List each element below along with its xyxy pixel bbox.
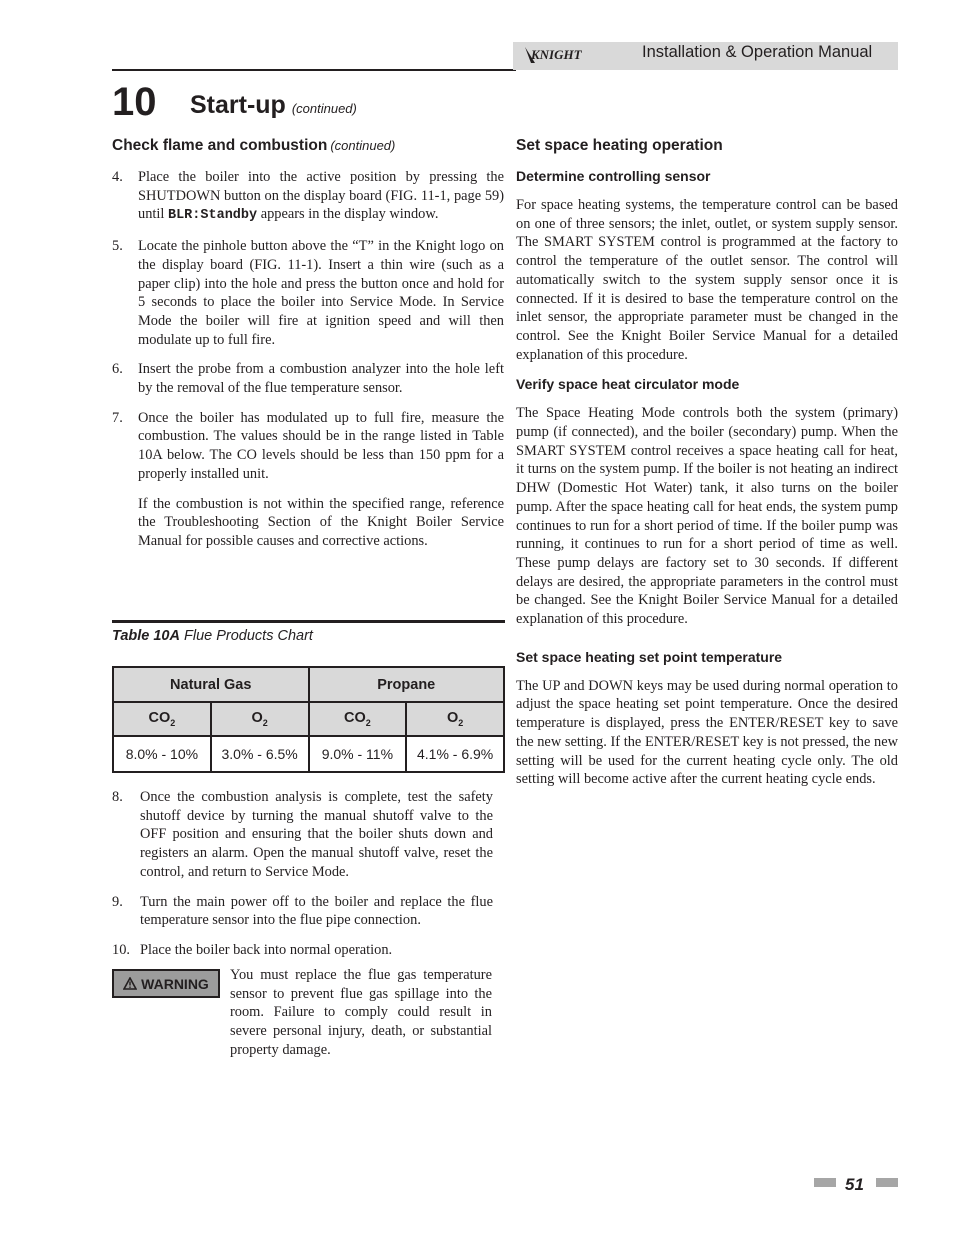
col-subscript: 2 xyxy=(365,717,371,728)
step-6 xyxy=(112,360,504,397)
table-caption xyxy=(112,627,313,645)
left-column xyxy=(112,136,504,551)
col-label: O xyxy=(446,710,459,727)
step-number: 5. xyxy=(112,238,123,255)
space-heating-heading: Set space heating operation xyxy=(516,137,723,154)
steps-list-a xyxy=(112,168,504,551)
step-text: Once the combustion analysis is complete, test the safety shutoff device by turning the manual shutoff valve to the OFF position and ensuring that the boiler shuts down and registers an alarm. Open the manual shutoff valve, reset the control, and return to Service Mode. xyxy=(140,789,493,880)
col-subscript: 2 xyxy=(170,717,176,728)
header-rule xyxy=(112,69,516,71)
step-number: 4. xyxy=(112,169,123,185)
step-7-note: If the combustion is not within the specified range, reference the Troubleshooting Section of the Knight Boiler Service Manual for possible causes and corrective actions. xyxy=(138,495,504,549)
warning-badge xyxy=(112,969,220,998)
cell-o2-natural: 3.0% - 6.5% xyxy=(211,736,309,772)
step-number: 8. xyxy=(112,789,123,805)
cell-co2-natural: 8.0% - 10% xyxy=(113,736,211,772)
group-propane: Propane xyxy=(309,667,505,702)
chapter-title xyxy=(190,89,357,125)
sec1-title: Determine controlling sensor xyxy=(516,168,711,184)
check-flame-heading-text: Check flame and combustion xyxy=(112,137,328,154)
step-number: 9. xyxy=(112,893,123,910)
footer-bar-right xyxy=(876,1178,898,1187)
warning-label: WARNING xyxy=(141,975,209,992)
logo-text: KNIGHT xyxy=(531,47,582,62)
group-natural-gas: Natural Gas xyxy=(113,667,309,702)
step-number: 6. xyxy=(112,361,123,378)
page-number: 51 xyxy=(845,1175,864,1194)
knight-logo xyxy=(521,43,601,67)
col-label: O xyxy=(251,710,263,727)
warning-text: You must replace the flue gas temperature sensor to prevent flue gas spillage into the room. Failure to comply could result in severe personal injury, death, or substantial property damage. xyxy=(230,967,492,1058)
check-flame-heading xyxy=(112,136,504,156)
step-text: Insert the probe from a combustion analyzer into the hole left by the removal of the flue temperature sensor. xyxy=(138,361,504,397)
cell-co2-propane: 9.0% - 11% xyxy=(309,736,407,772)
col-subscript: 2 xyxy=(262,717,268,728)
step-text: Locate the pinhole button above the “T” in the Knight logo on the display board (FIG. 11-1). Insert a thin wire (such as a paper clip) into the hole and press the button once and hold for 5 seconds to place the boiler into Service Mode. In Service Mode the boiler will fire at ignition speed and will then modulate up to full fire. xyxy=(138,238,504,348)
col-co2-propane xyxy=(309,702,407,736)
chapter-continued: (continued) xyxy=(291,101,357,116)
step-text: Turn the main power off to the boiler and replace the flue temperature sensor into the flue pipe connection. xyxy=(140,893,493,929)
sec2-text: The Space Heating Mode controls both the system (primary) pump (if connected), and the boiler (secondary) pump. When the SMART SYSTEM control receives a space heating call for heat, it turns on the system pump. If the boiler is not heating an indirect DHW (Domestic Hot Water) tank, it also turns on the boiler pump. After the space heating call for heat ends, the system pump continues to run for a short period of time. If the boiler pump was running, it continues to run for a short period of time as well. These pump delays are factory set to 30 seconds. If different delays are desired, the appropriate parameters in the control must be changed. See the Knight Boiler Service Manual for a detailed explanation of this procedure. xyxy=(516,405,898,628)
step-9 xyxy=(112,893,493,930)
table-caption-label: Table 10A xyxy=(112,628,180,644)
col-label: CO xyxy=(148,710,171,727)
table-rule xyxy=(112,620,505,623)
manual-title: Installation & Operation Manual xyxy=(642,43,873,61)
chapter-number: 10 xyxy=(112,80,157,124)
step-text: Once the boiler has modulated up to full fire, measure the combustion. The values should be in the range listed in Table 10A below. The CO levels should be less than 150 ppm for a properly installed unit. xyxy=(138,409,504,482)
col-label: CO xyxy=(343,710,366,727)
col-o2-natural xyxy=(211,702,309,736)
table-row xyxy=(113,736,504,772)
sec1-text: For space heating systems, the temperature control can be based on one of three sensors; the inlet, outlet, or system supply sensor. The SMART SYSTEM control is programmed at the factory to control the temperature of the outlet sensor. The control will automatically switch to the system supply sensor once it is connected. If it is desired to base the temperature control on the inlet sensor, the appropriate parameter must be changed in the control. See the Knight Boiler Service Manual for a detailed explanation of this procedure. xyxy=(516,197,898,363)
step-text: Place the boiler into the active position by pressing the SHUTDOWN button on the display board (FIG. 11-1, page 59) until xyxy=(138,169,504,223)
step-7 xyxy=(112,409,504,551)
step-number: 10. xyxy=(112,941,130,958)
table-caption-text: Flue Products Chart xyxy=(184,628,313,644)
chapter-title-text: Start-up xyxy=(190,91,286,119)
step-4 xyxy=(112,168,504,226)
step-8 xyxy=(112,788,493,882)
check-flame-heading-cont: (continued) xyxy=(330,138,396,153)
sec3-text: The UP and DOWN keys may be used during normal operation to adjust the space heating set point temperature. Once the desired temperature is displayed, press the ENTER/RESET key to save the new setting. If the ENTER/RESET key is not pressed, the new setting will be used for the current heating cycle only. The old setting will become active after the current heating cycle ends. xyxy=(516,677,898,788)
sec3-title: Set space heating set point temperature xyxy=(516,648,783,665)
steps-list-b xyxy=(112,788,493,960)
step-number: 7. xyxy=(112,409,123,426)
cell-o2-propane: 4.1% - 6.9% xyxy=(406,736,504,772)
steps-list-b-wrap xyxy=(112,788,493,960)
col-subscript: 2 xyxy=(458,717,464,728)
right-column xyxy=(516,136,898,789)
footer-bar-left xyxy=(814,1178,836,1187)
flue-products-table xyxy=(112,666,505,773)
col-co2-natural xyxy=(113,702,211,736)
display-code: BLR:Standby xyxy=(167,208,258,224)
sec2-title: Verify space heat circulator mode xyxy=(516,376,740,393)
step-text-end: appears in the display window. xyxy=(257,206,439,223)
step-text: Place the boiler back into normal operation. xyxy=(140,941,393,958)
step-5 xyxy=(112,237,504,349)
col-o2-propane xyxy=(406,702,504,736)
step-10 xyxy=(112,941,493,960)
warning-triangle-icon xyxy=(123,977,137,990)
